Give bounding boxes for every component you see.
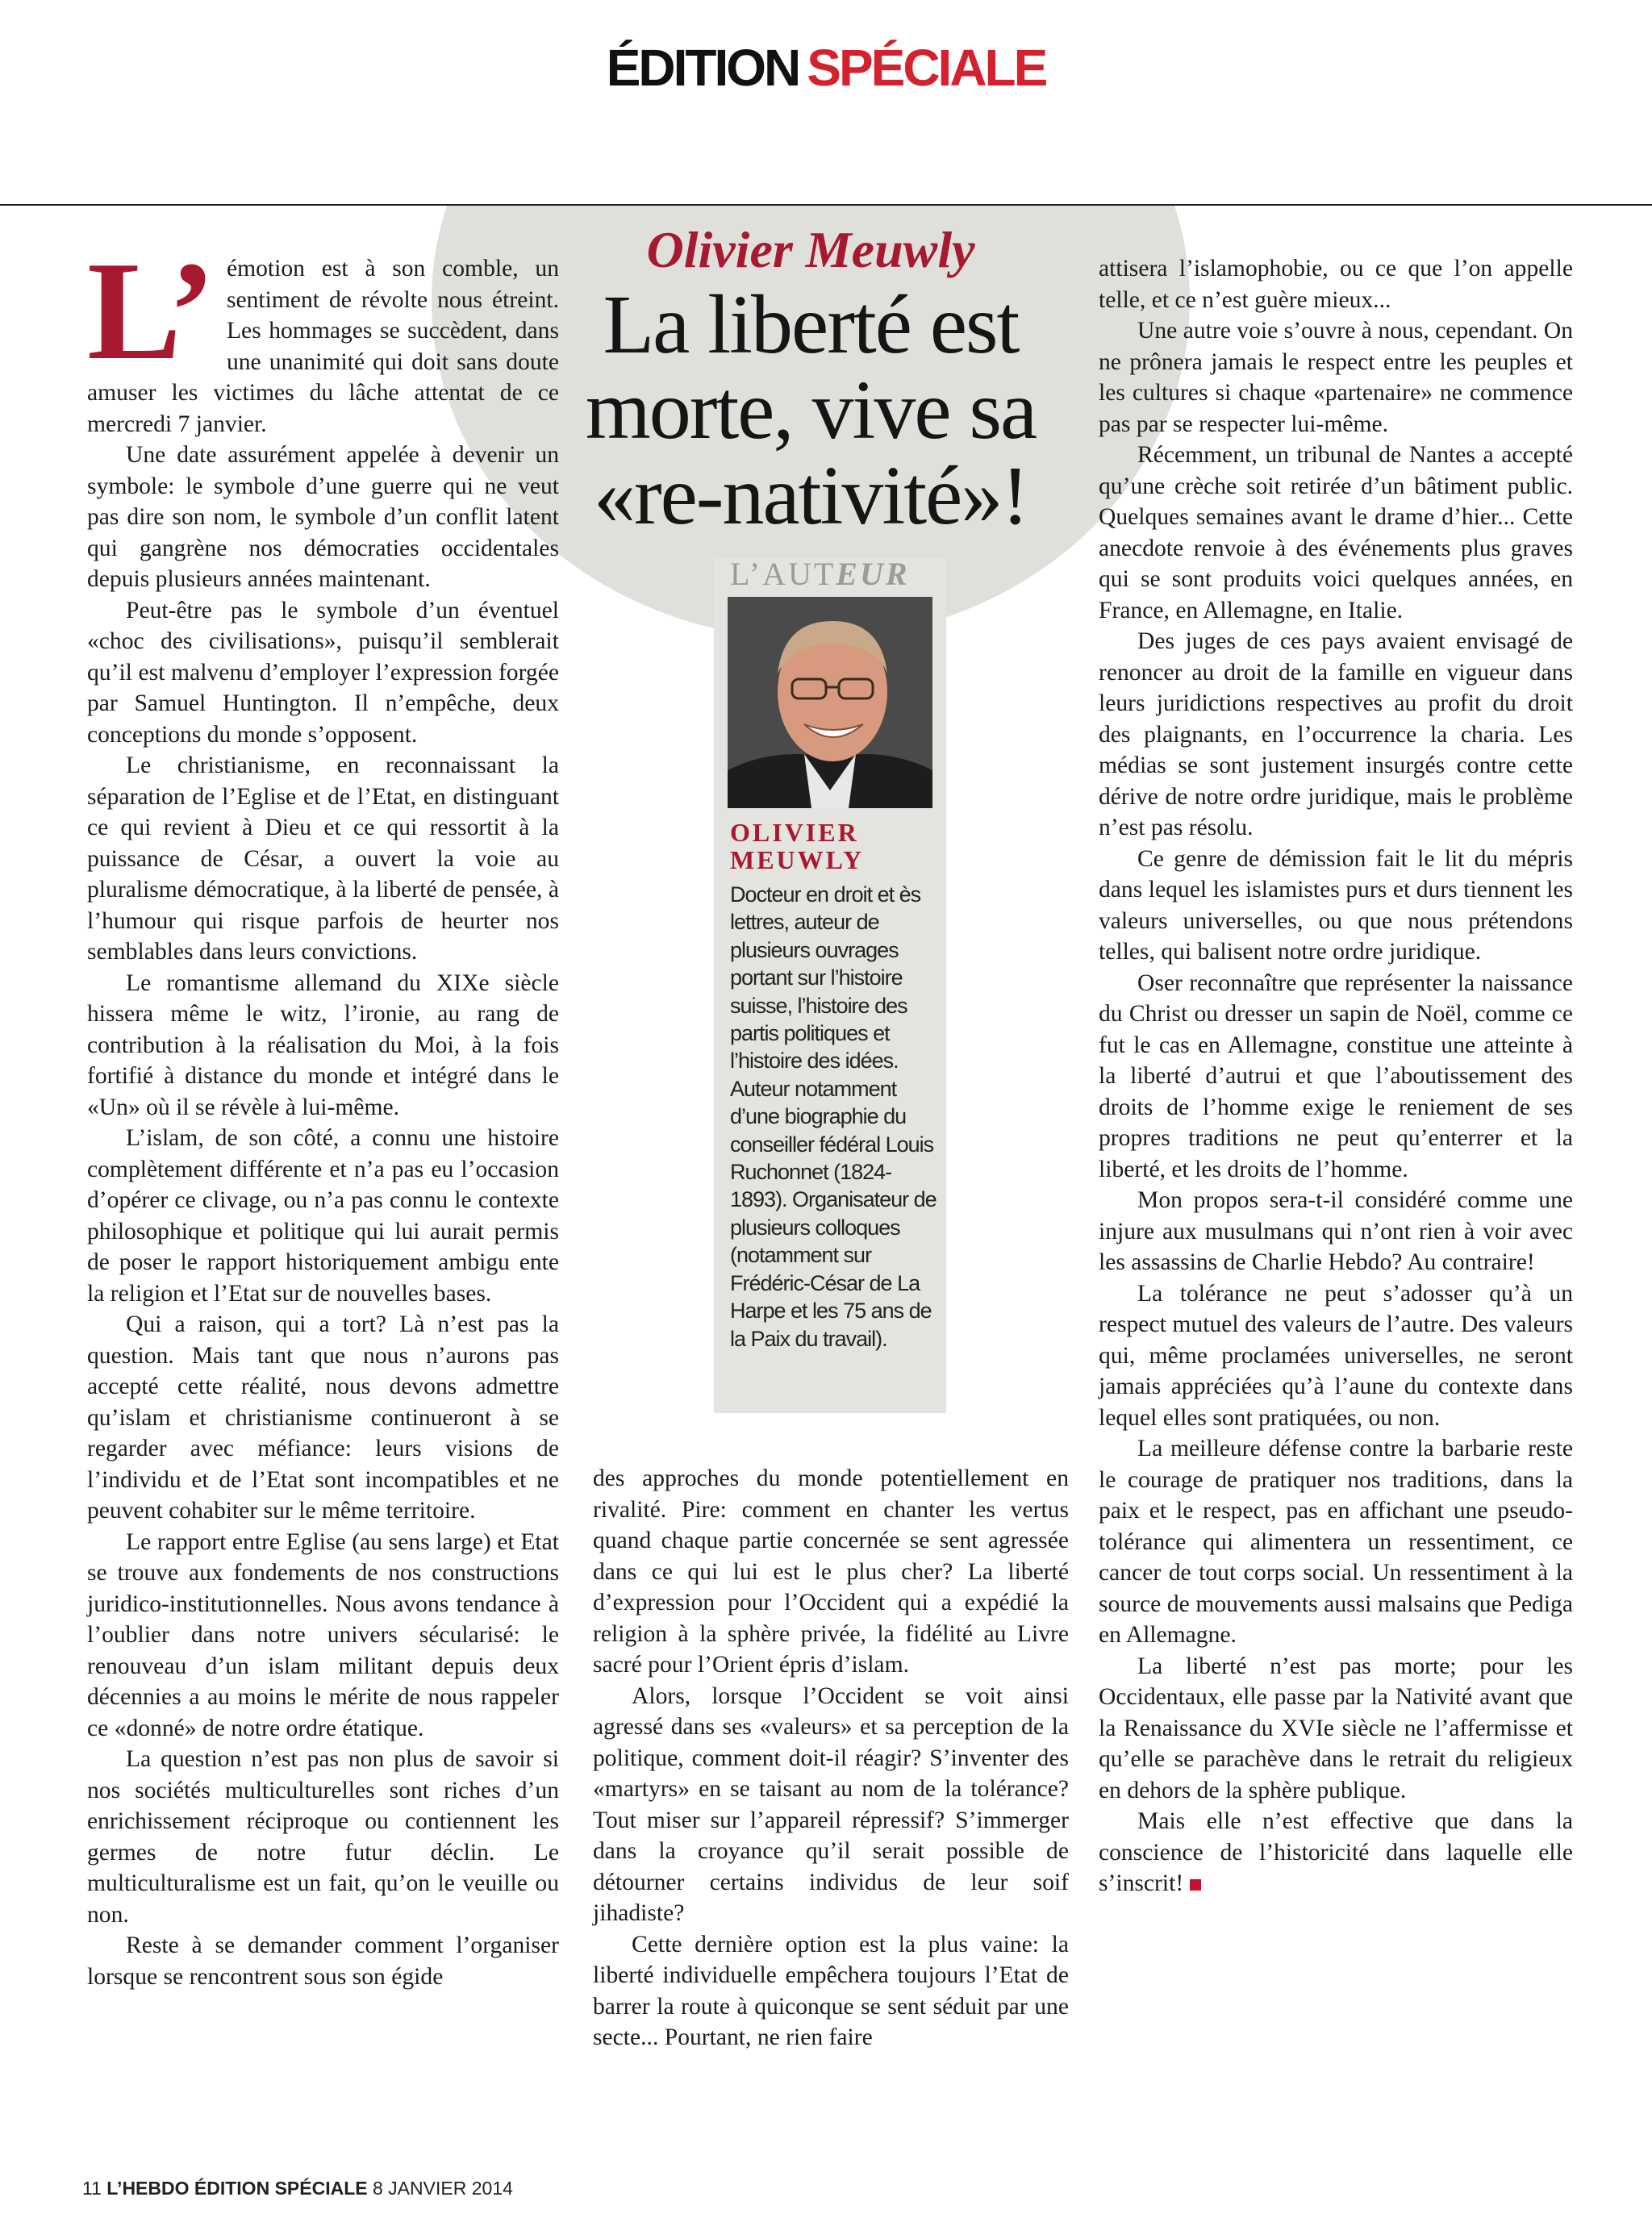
author-name-last: MEUWLY [730,845,865,874]
author-section-label-b: EUR [836,556,910,592]
page-footer [82,2178,513,2199]
paragraph: Une date assurément appelée à devenir un symbole: le symbole d’une guerre qui ne veut pas dire son nom, le symbole d’un conflit latent qui gangrène nos démocraties occidentales depuis plusieurs années maintenant. [87,442,559,592]
author-section-label [730,558,910,590]
paragraph: Mon propos sera-t-il considéré comme une injure aux musulmans qui n’ont rien à voir avec les assassins de Charlie Hebdo? Au contraire! [1099,1187,1573,1275]
paragraph: attisera l’islamophobie, ou ce que l’on appelle telle, et ce n’est guère mieux... [1099,256,1573,313]
paragraph: La question n’est pas non plus de savoir si nos sociétés multiculturelles sont riches d’un enrichissement réciproque ou contiennent les germes de notre futur déclin. Le multiculturalisme est un fait, qu’on le veuille ou non. [87,1746,559,1928]
author-section-label-a: L’AUT [730,556,836,592]
article-column-3 [1099,253,1573,1899]
page-number: 11 [82,2178,102,2199]
paragraph: La tolérance ne peut s’adosser qu’à un respect mutuel des valeurs de l’autre. Des valeurs qui, même proclamées universelles, ne seront jamais appréciées qu’à l’aune du contexte dans lequel elles sont pratiquées, ou non. [1099,1280,1573,1431]
paragraph: Une autre voie s’ouvre à nous, cependant. On ne prônera jamais le respect entre les peuples et les cultures si chaque «partenaire» ne commence pas par se respecter lui-même. [1099,318,1573,437]
author-bio: Docteur en droit et ès lettres, auteur de plusieurs ouvrages portant sur l’histoire suisse, l’histoire des partis politiques et l’histoire des idées. Auteur notamment d’une biographie du conseiller fédéral Louis Ruchonnet (1824-1893). Organisateur de plusieurs colloques (notamment sur Frédéric-César de La Harpe et les 75 ans de la Paix du travail). [730,882,937,1351]
paragraph: Le rapport entre Eglise (au sens large) et Etat se trouve aux fondements de nos constructions juridico-institutionnelles. Nous avons tendance à l’oublier dans notre univers sécularisé: le renouveau d’un islam militant depuis deux décennies a au moins le mérite de nous rappeler ce «donné» de notre ordre étatique. [87,1528,559,1741]
paragraph: La meilleure défense contre la barbarie reste le courage de pratiquer nos traditions, dans la paix et le respect, pas en affichant une pseudo-tolérance qui alimentera un ressentiment, ce cancer de tout corps social. Un ressentiment à la source de mouvements aussi malsains que Pediga en Allemagne. [1099,1436,1573,1648]
footer-edition: ÉDITION SPÉCIALE [194,2178,368,2199]
masthead-word-edition: ÉDITION [606,39,799,97]
article-column-1 [87,232,559,1992]
paragraph: La liberté n’est pas morte; pour les Occidentaux, elle passe par la Nativité avant que la Renaissance du XVIe siècle ne l’affermisse et qu’elle se parachève dans le retrait du religieux en dehors de la sphère publique. [1099,1653,1573,1803]
paragraph: Récemment, un tribunal de Nantes a accepté qu’une crèche soit retirée d’un bâtiment public. Quelques semaines avant le drame d’hier... Cette anecdote renvoie à des événements plus graves qui se sont produits voici quelques années, en France, en Allemagne, en Italie. [1099,442,1573,623]
paragraph: Qui a raison, qui a tort? Là n’est pas la question. Mais tant que nous n’aurons pas accepté cette réalité, nous devons admettre qu’islam et christianisme continueront à se regarder avec méfiance: leurs visions de l’individu et de l’Etat sont incompatibles et ne peuvent cohabiter sur le même territoire. [87,1311,559,1524]
issue-date: 8 JANVIER 2014 [373,2178,513,2199]
paragraph: Alors, lorsque l’Occident se voit ainsi agressé dans ses «valeurs» et sa perception de la politique, comment doit-il réagir? S’inventer des «martyrs» en se taisant au nom de la tolérance? Tout miser sur l’appareil répressif? S’immerger dans la croyance qu’il serait possible de détourner certains individus de leur soif jihadiste? [593,1682,1069,1926]
masthead [0,39,1652,97]
end-mark-icon [1190,1879,1201,1891]
paragraph-final [1099,1806,1573,1899]
paragraph-final-text: Mais elle n’est effective que dans la conscience de l’historicité dans laquelle elle s’inscrit! [1099,1808,1573,1896]
paragraph: Le romantisme allemand du XIXe siècle hissera même le witz, l’ironie, au rang de contribution à la réalisation du Moi, à la fois fortifié à distance du monde et intégré dans le «Un» où il se révèle à lui-même. [87,969,559,1120]
paragraph: émotion est à son comble, un sentiment de révolte nous étreint. Les hommages se succèdent, dans une unanimité qui doit sans doute amuser les victimes du lâche attentat de ce mercredi 7 janvier. [87,256,559,437]
drop-cap: L’ [87,232,215,389]
paragraph: Reste à se demander comment l’organiser lorsque se rencontrent sous son égide [87,1932,559,1990]
paragraph: Cette dernière option est la plus vaine: la liberté individuelle empêchera toujours l’Etat de barrer la route à quiconque se sent séduit par une secte... Pourtant, ne rien faire [593,1931,1069,2050]
header-rule [0,204,1652,206]
paragraph: Le christianisme, en reconnaissant la séparation de l’Eglise et de l’Etat, en distinguant ce qui revient à Dieu et ce qui ressortit à la puissance de César, a ouvert la voie au pluralisme démocratique, à la liberté de pensée, à l’humour qui risque parfois de heurter nos semblables dans leurs convictions. [87,753,559,965]
author-photo [728,597,932,808]
article-column-2 [593,1463,1069,2053]
paragraph: des approches du monde potentiellement en rivalité. Pire: comment en chanter les vertus quand chaque partie concernée se sent agressée dans ce qui lui est le plus cher? La liberté d’expression pour l’Occident qui a expédié la religion à la sphère privée, la fidélité au Livre sacré pour l’Orient épris d’islam. [593,1465,1069,1678]
paragraph: L’islam, de son côté, a connu une histoire complètement différente et n’a pas eu l’occasion d’opérer ce clivage, ou n’a pas connu le contexte philosophique et politique qui lui aurait permis de poser le rapport historiquement ambigu ente la religion et l’Etat sur de nouvelles bases. [87,1125,559,1307]
paragraph: Ce genre de démission fait le lit du mépris dans lequel les islamistes purs et durs tiennent les valeurs universelles, ou que nous prétendons telles, qui balisent notre ordre juridique. [1099,845,1573,965]
magazine-name: L’HEBDO [106,2178,190,2199]
author-portrait-illustration [728,597,932,808]
paragraph: Peut-être pas le symbole d’un éventuel «choc des civilisations», puisqu’il semblerait qu’il est malvenu d’employer l’expression forgée par Samuel Huntington. Il n’empêche, deux conceptions du monde s’opposent. [87,597,559,748]
article-headline: La liberté est morte, vive sa «re-nativité»! [585,278,1037,542]
author-name [730,819,940,873]
author-name-first: OLIVIER [730,818,859,847]
masthead-word-speciale: SPÉCIALE [807,39,1046,97]
paragraph: Oser reconnaître que représenter la naissance du Christ ou dresser un sapin de Noël, comme ce fut le cas en Allemagne, constitue une atteinte à la liberté d’autrui et que l’aboutissement des droits de l’homme exige le reniement de ses propres traditions ne peut qu’enterrer et la liberté, et les droits de l’homme. [1099,969,1573,1182]
author-byline: Olivier Meuwly [646,221,975,278]
paragraph: Des juges de ces pays avaient envisagé de renoncer au droit de la famille en vigueur dans leurs juridictions respectives au profit du droit des plaignants, en l’occurrence la charia. Les médias se sont justement insurgés contre cette dérive de notre ordre juridique, mais le problème n’est pas résolu. [1099,628,1573,840]
